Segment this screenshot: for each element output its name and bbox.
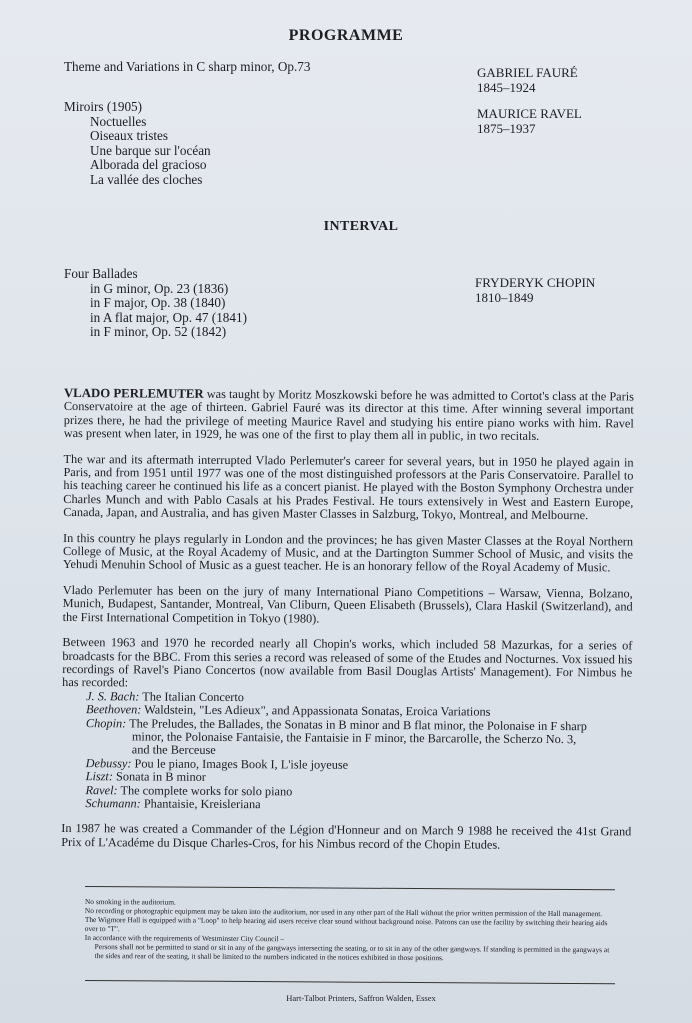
- composer-name: MAURICE RAVEL: [477, 106, 582, 121]
- notice: Persons shall not be permitted to stand or sit in any of the gangways intersecting the seating, or to sit in any of the other gangways. If standing is permitted in the gangways at the sides and rear of the seating, it shall be limited to the numbers indicated in the notices exhibited in those positions.: [94, 942, 610, 963]
- recording-item: Schumann: Phantaisie, Kreisleriana: [85, 796, 261, 812]
- bio-paragraph-4: Vlado Perlemuter has been on the jury of many International Piano Competitions – Warsaw, Vienna, Bolzano, Munich, Budapest, Santander, Montreal, Van Cliburn, Queen Elisabeth (Brussels), Clara Haskil (Switzerland), and the First International Competition in Tokyo (1980).: [62, 582, 633, 626]
- interval-heading: INTERVAL: [323, 219, 399, 234]
- biography: [61, 387, 634, 865]
- work-title: Miroirs (1905): [64, 99, 143, 114]
- composer-chopin: [475, 276, 595, 305]
- recording-item: Ravel: The complete works for solo piano: [85, 782, 293, 798]
- movement: Une barque sur l'océan: [90, 142, 211, 158]
- movement: in F minor, Op. 52 (1842): [90, 324, 227, 340]
- recording-item: Liszt: Sonata in B minor: [85, 769, 206, 785]
- movement: La vallée des cloches: [90, 171, 203, 187]
- bio-paragraph-3: In this country he plays regularly in London and the provinces; he has given Master Classes at the Royal Northern College of Music, at the Royal Academy of Music, and at the Dartington Summer School of Music, and visits the Yehudi Menuhin School of Music as a guest teacher. He is an honorary fellow of the Royal Academy of Music.: [62, 530, 634, 575]
- movement: Alborada del gracioso: [90, 157, 207, 173]
- work-faure: [64, 60, 310, 75]
- bio-paragraph-2: The war and its aftermath interrupted Vlado Perlemuter's career for several years, but in 1950 he played again in Paris, and from 1951 until 1977 was one of the most distinguished professors at the Paris Conservatoire. Parallel to his teaching career he continued his life as a concert pianist. He played with the Boston Symphony Orchestra under Charles Munch and with Pablo Casals at his Prades Festival. He tours extensively in West and Eastern Europe, Canada, Japan, and Australia, and has given Master Classes in Salzburg, Tokyo, Montreal, and Melbourne.: [63, 451, 634, 523]
- composer-name: GABRIEL FAURÉ: [477, 65, 578, 80]
- notice: No recording or photographic equipment may be taken into the auditorium, nor used in any other part of the Hall without the prior written permission of the Hall management.: [84, 905, 603, 919]
- divider: [85, 886, 615, 890]
- notice: The Wigmore Hall is equipped with a "Loop" to help hearing aid users receive clear sound without background noise. Patrons can use the facility by switching their hearing aids over to "T".: [84, 914, 608, 934]
- recording-item: Chopin: The Preludes, the Ballades, the Sonatas in B minor and B flat minor, the Polonaise in F sharp: [85, 715, 587, 733]
- composer-name: FRYDERYK CHOPIN: [475, 275, 596, 290]
- hall-notices: [85, 897, 615, 963]
- work-ravel: [64, 100, 211, 188]
- recordings-list: [61, 690, 632, 814]
- recording-item: J. S. Bach: The Italian Concerto: [86, 688, 245, 704]
- movement-list: [64, 115, 211, 188]
- composer-dates: 1845–1924: [477, 79, 536, 95]
- composer-ravel: [477, 107, 582, 136]
- movement: Oiseaux tristes: [90, 128, 169, 144]
- recording-item: Beethoven: Waldstein, "Les Adieux", and Appassionata Sonatas, Eroica Variations: [85, 702, 491, 719]
- bio-paragraph-6: In 1987 he was created a Commander of the Légion d'Honneur and on March 9 1988 he received the 41st Grand Prix of L'Académe du Disque Charles-Cros, for his Nimbus record of the Chopin Etudes.: [61, 821, 632, 852]
- notice: No smoking in the auditorium.: [84, 897, 176, 907]
- movement: in A flat major, Op. 47 (1841): [90, 309, 247, 325]
- printer-credit: Hart-Talbot Printers, Saffron Walden, Essex: [286, 993, 436, 1003]
- composer-faure: [477, 66, 578, 95]
- recording-item: Debussy: Pou le piano, Images Book I, L'isle joyeuse: [85, 755, 349, 772]
- movement-list: [64, 282, 247, 340]
- work-chopin: [64, 267, 247, 340]
- divider: [85, 980, 615, 984]
- movement: Noctuelles: [90, 113, 147, 129]
- notice: In accordance with the requirements of Westminster City Council –: [84, 932, 285, 944]
- page-title: PROGRAMME: [288, 27, 404, 44]
- movement: in F major, Op. 38 (1840): [90, 295, 226, 311]
- composer-dates: 1875–1937: [477, 120, 536, 136]
- composer-dates: 1810–1849: [475, 289, 534, 305]
- artist-name: VLADO PERLEMUTER: [63, 386, 204, 401]
- work-title: Four Ballades: [64, 266, 138, 281]
- recording-item-continuation: and the Berceuse: [131, 742, 216, 758]
- work-title: Theme and Variations in C sharp minor, Op.73: [64, 59, 311, 74]
- bio-paragraph-1: VLADO PERLEMUTER was taught by Moritz Moszkowski before he was admitted to Cortot's class at the Paris Conservatoire at the age of thirteen. Gabriel Fauré was its director at this time. After winning several important prizes there, he had the privilege of meeting Maurice Ravel and studying his entire piano works with him. Ravel was present when later, in 1929, he was one of the first to play them all in public, in two recitals.: [63, 386, 634, 444]
- movement: in G minor, Op. 23 (1836): [90, 280, 229, 296]
- bio-paragraph-5: Between 1963 and 1970 he recorded nearly all Chopin's works, which included 58 Mazurkas, for a series of broadcasts for the BBC. From this series a record was released of some of the Etudes and Nocturnes. Vox issued his recordings of Ravel's Piano Concertos (now available from Basil Douglas Artists' Management). For Nimbus he has recorded:: [62, 635, 633, 690]
- recording-item-continuation: minor, the Polonaise Fantaisie, the Fantaisie in F minor, the Barcarolle, the Scherzo No. 3,: [131, 729, 577, 747]
